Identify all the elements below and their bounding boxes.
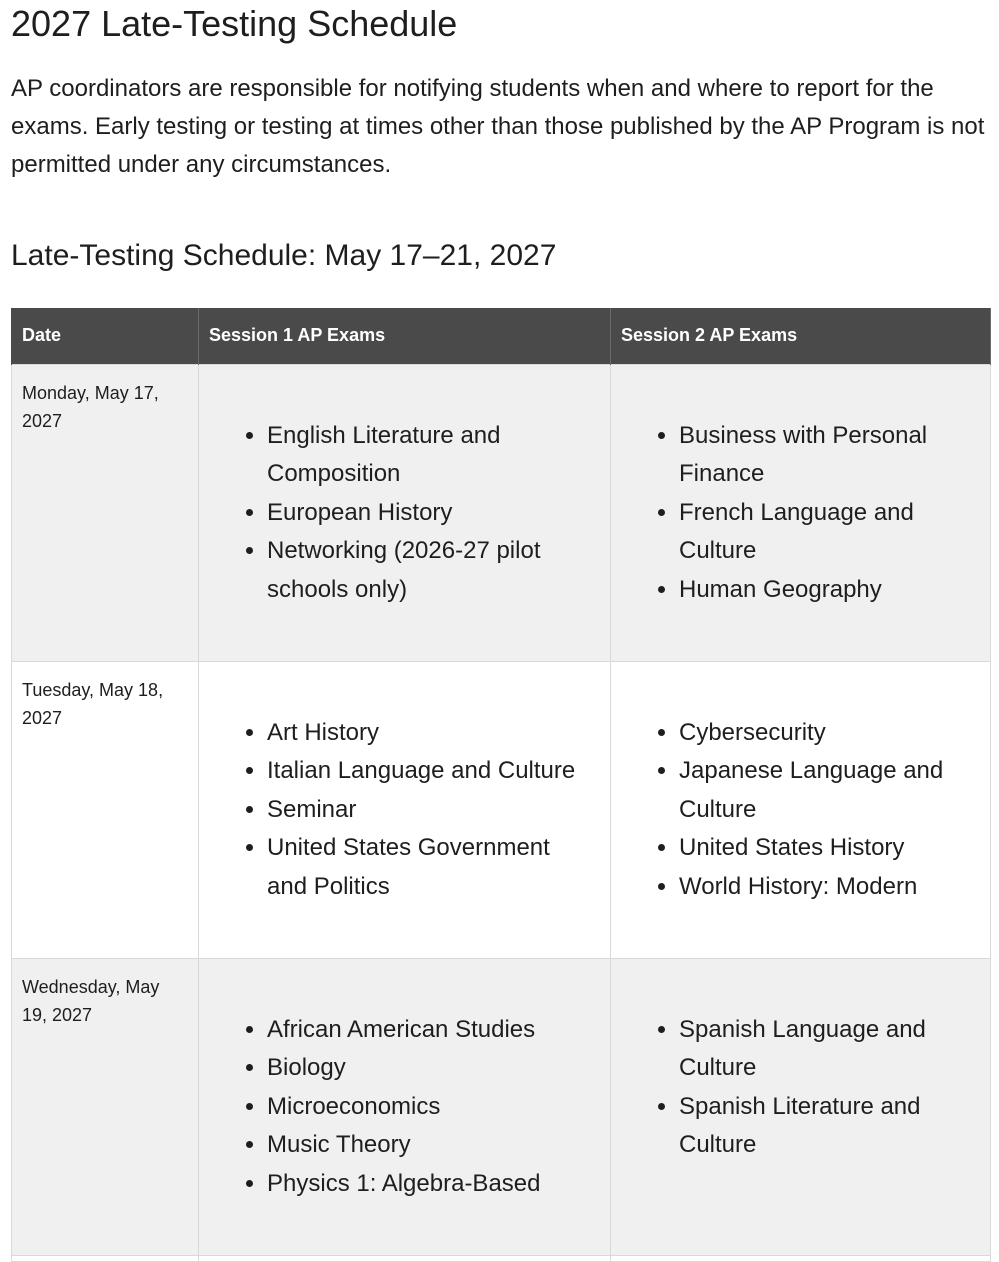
session1-cell [199, 661, 611, 958]
page-title: 2027 Late-Testing Schedule [11, 3, 458, 44]
list-item: • Biology [267, 1049, 590, 1088]
session2-cell [611, 364, 991, 661]
column-header-session1: Session 1 AP Exams [199, 308, 611, 364]
session1-cell [199, 364, 611, 661]
list-item: • African American Studies [267, 1011, 590, 1050]
exam-list [199, 417, 610, 610]
section-title: Late-Testing Schedule: May 17–21, 2027 [11, 239, 557, 272]
date-cell [12, 1255, 199, 1261]
list-item: • United States Government and Politics [267, 829, 590, 906]
list-item: • European History [267, 494, 590, 533]
list-item: • Microeconomics [267, 1088, 590, 1127]
list-item: • Physics 1: Algebra-Based [267, 1165, 590, 1204]
list-item: • Spanish Language and Culture [679, 1011, 970, 1088]
table-row [12, 1255, 991, 1261]
date-cell: Wednesday, May 19, 2027 [12, 958, 199, 1255]
list-item: • Italian Language and Culture [267, 752, 590, 791]
page-content [11, 0, 990, 1262]
exam-list [611, 1011, 990, 1165]
list-item: • Networking (2026-27 pilot schools only) [267, 532, 590, 609]
session2-cell [611, 958, 991, 1255]
list-item: • Cybersecurity [679, 714, 970, 753]
list-item: • Music Theory [267, 1126, 590, 1165]
list-item: • Spanish Literature and Culture [679, 1088, 970, 1165]
session2-cell [611, 661, 991, 958]
list-item: • United States History [679, 829, 970, 868]
session1-cell [199, 958, 611, 1255]
session2-cell [611, 1255, 991, 1261]
exam-list [199, 1011, 610, 1204]
exam-list [199, 714, 610, 907]
list-item: • World History: Modern [679, 868, 970, 907]
table-row [12, 958, 991, 1255]
date-cell: Tuesday, May 18, 2027 [12, 661, 199, 958]
exam-list [611, 417, 990, 610]
column-header-session2: Session 2 AP Exams [611, 308, 991, 364]
schedule-table [11, 308, 991, 1262]
list-item: • Art History [267, 714, 590, 753]
list-item: • Japanese Language and Culture [679, 752, 970, 829]
list-item: • French Language and Culture [679, 494, 970, 571]
list-item: • English Literature and Composition [267, 417, 590, 494]
table-row [12, 364, 991, 661]
intro-paragraph: AP coordinators are responsible for notifying students when and where to report for the exams. Early testing or testing at times other than those published by the AP Program is not permitted under any circumstances. [11, 75, 985, 178]
list-item: • Seminar [267, 791, 590, 830]
exam-list [611, 714, 990, 907]
list-item: • Business with Personal Finance [679, 417, 970, 494]
table-header-row [12, 308, 991, 364]
session1-cell [199, 1255, 611, 1261]
column-header-date: Date [12, 308, 199, 364]
table-row [12, 661, 991, 958]
date-cell: Monday, May 17, 2027 [12, 364, 199, 661]
list-item: • Human Geography [679, 571, 970, 610]
